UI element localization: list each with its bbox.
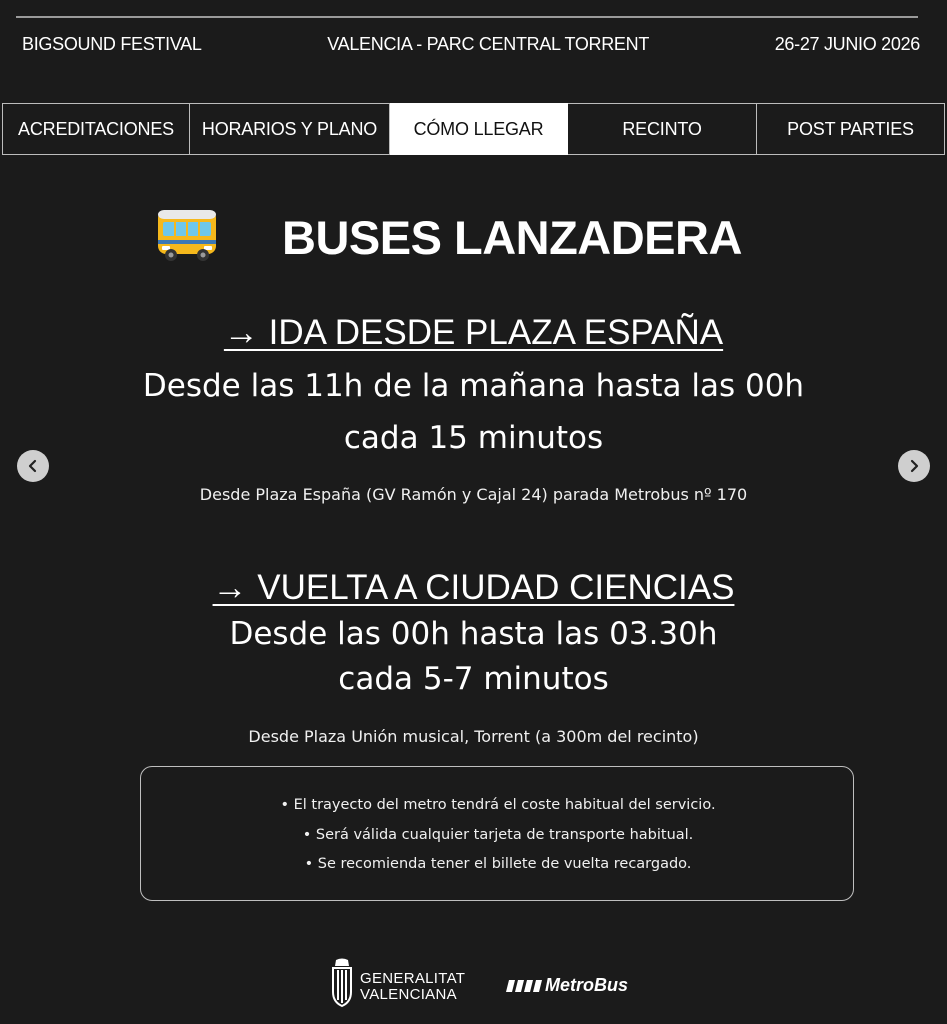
return-frequency: cada 5-7 minutos (338, 661, 609, 697)
generalitat-line2: VALENCIANA (360, 986, 457, 1003)
page-header (22, 30, 920, 58)
venue-name: VALENCIA - PARC CENTRAL TORRENT (327, 33, 650, 54)
tab-como-llegar[interactable]: CÓMO LLEGAR (390, 103, 568, 155)
tab-acreditaciones[interactable]: ACREDITACIONES (2, 103, 190, 155)
return-schedule: Desde las 00h hasta las 03.30h (229, 616, 718, 652)
outbound-heading (0, 313, 947, 353)
return-stop-detail: Desde Plaza Unión musical, Torrent (a 300m del recinto) (248, 727, 699, 746)
festival-dates: 26-27 JUNIO 2026 (774, 33, 920, 54)
tab-horarios-y-plano[interactable]: HORARIOS Y PLANO (190, 103, 390, 155)
metrobus-logo (505, 975, 628, 996)
festival-name: BIGSOUND FESTIVAL (22, 33, 202, 54)
return-heading (0, 568, 947, 608)
section-title-row (0, 200, 947, 270)
top-divider (16, 16, 918, 18)
outbound-stop-detail: Desde Plaza España (GV Ramón y Cajal 24) parada Metrobus nº 170 (199, 485, 748, 504)
note-item: • Será válida cualquier tarjeta de transporte habitual. (302, 827, 694, 843)
outbound-frequency: cada 15 minutos (343, 420, 604, 456)
chevron-right-icon (907, 459, 921, 473)
tab-recinto[interactable]: RECINTO (568, 103, 757, 155)
note-item: • Se recomienda tener el billete de vuelta recargado. (304, 856, 692, 872)
metrobus-bars-icon (505, 978, 543, 994)
carousel-next-button[interactable] (898, 450, 930, 482)
generalitat-crest-icon (330, 958, 354, 1008)
outbound-heading-text: → IDA DESDE PLAZA ESPAÑA (223, 313, 724, 352)
carousel-prev-button[interactable] (17, 450, 49, 482)
generalitat-line1: GENERALITAT (360, 970, 466, 987)
metrobus-logo-text: MetroBus (545, 975, 629, 995)
outbound-schedule: Desde las 11h de la mañana hasta las 00h (142, 368, 805, 404)
info-notes-box (140, 766, 854, 901)
tab-post-parties[interactable]: POST PARTIES (757, 103, 945, 155)
chevron-left-icon (26, 459, 40, 473)
bus-icon (156, 208, 218, 262)
note-item: • El trayecto del metro tendrá el coste habitual del servicio. (280, 797, 716, 813)
page-title: BUSES LANZADERA (282, 211, 742, 264)
generalitat-logo-text (360, 971, 465, 1003)
return-heading-text: → VUELTA A CIUDAD CIENCIAS (212, 568, 735, 607)
tab-bar (2, 103, 945, 155)
sponsor-footer (330, 958, 670, 1008)
